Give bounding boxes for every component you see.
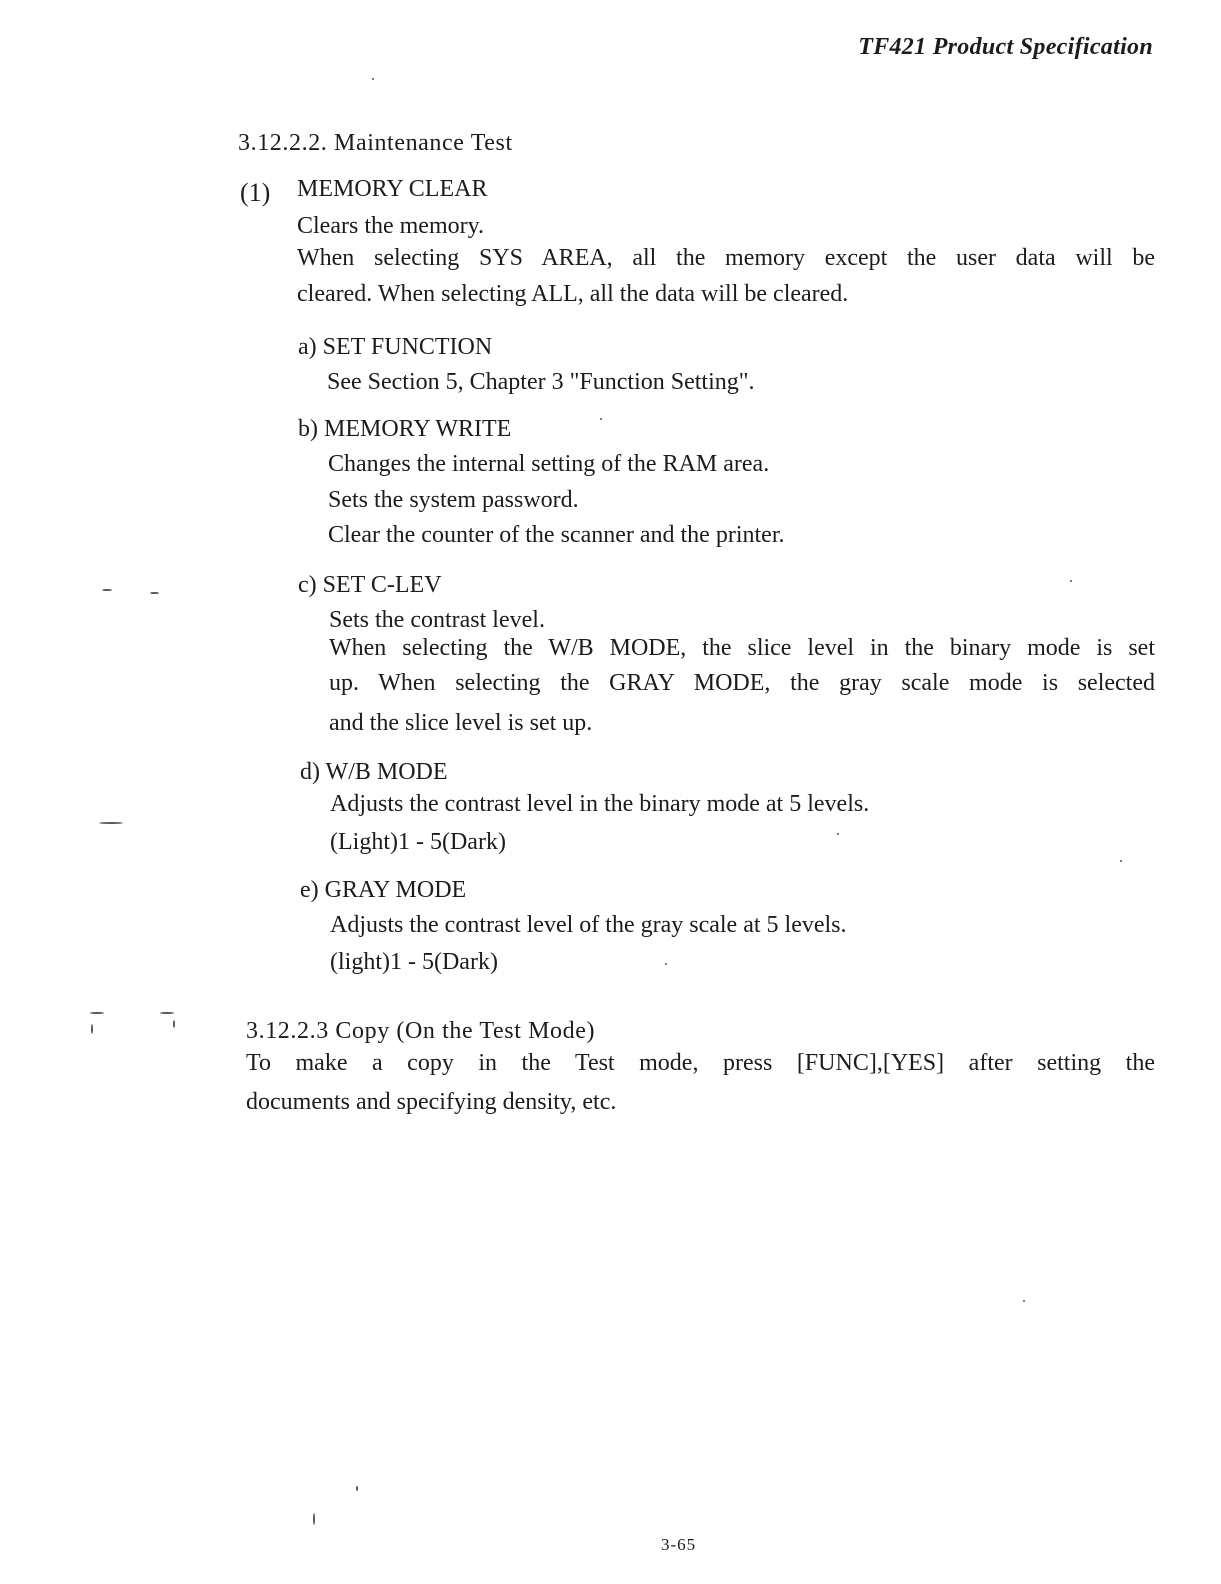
copy-test-mode-desc-1: To make a copy in the Test mode, press [FUNC],[YES] after setting the <box>246 1050 1155 1076</box>
subitem-title-set-function: a) SET FUNCTION <box>298 334 493 360</box>
memory-write-desc-2: Sets the system password. <box>328 487 579 513</box>
page-number: 3-65 <box>661 1535 697 1554</box>
item-number: (1) <box>240 178 271 207</box>
subitem-title-memory-write: b) MEMORY WRITE <box>298 416 512 442</box>
set-function-desc: See Section 5, Chapter 3 "Function Setting". <box>327 369 755 395</box>
section-heading-maintenance-test: 3.12.2.2. Maintenance Test <box>238 130 513 156</box>
memory-write-desc-3: Clear the counter of the scanner and the printer. <box>328 522 785 548</box>
section-heading-copy-test-mode: 3.12.2.3 Copy (On the Test Mode) <box>246 1018 596 1044</box>
subitem-title-gray-mode: e) GRAY MODE <box>300 877 467 903</box>
document-header-title: TF421 Product Specification <box>858 34 1153 60</box>
set-c-lev-desc-2: When selecting the W/B MODE, the slice level in the binary mode is set <box>329 635 1155 661</box>
item-title-memory-clear: MEMORY CLEAR <box>297 176 488 202</box>
gray-mode-desc-2: (light)1 - 5(Dark) <box>330 949 498 975</box>
wb-mode-desc-2: (Light)1 - 5(Dark) <box>330 829 506 855</box>
copy-test-mode-desc-2: documents and specifying density, etc. <box>246 1089 617 1115</box>
memory-write-desc-1: Changes the internal setting of the RAM area. <box>328 451 770 477</box>
memory-clear-desc-1: Clears the memory. <box>297 213 485 239</box>
subitem-title-wb-mode: d) W/B MODE <box>300 759 448 785</box>
set-c-lev-desc-4: and the slice level is set up. <box>329 710 593 736</box>
gray-mode-desc-1: Adjusts the contrast level of the gray scale at 5 levels. <box>330 912 847 938</box>
memory-clear-desc-3: cleared. When selecting ALL, all the data will be cleared. <box>297 281 849 307</box>
set-c-lev-desc-1: Sets the contrast level. <box>329 607 545 633</box>
memory-clear-desc-2: When selecting SYS AREA, all the memory except the user data will be <box>297 245 1155 271</box>
subitem-title-set-c-lev: c) SET C-LEV <box>298 572 442 598</box>
wb-mode-desc-1: Adjusts the contrast level in the binary mode at 5 levels. <box>330 791 870 817</box>
set-c-lev-desc-3: up. When selecting the GRAY MODE, the gray scale mode is selected <box>329 670 1155 696</box>
